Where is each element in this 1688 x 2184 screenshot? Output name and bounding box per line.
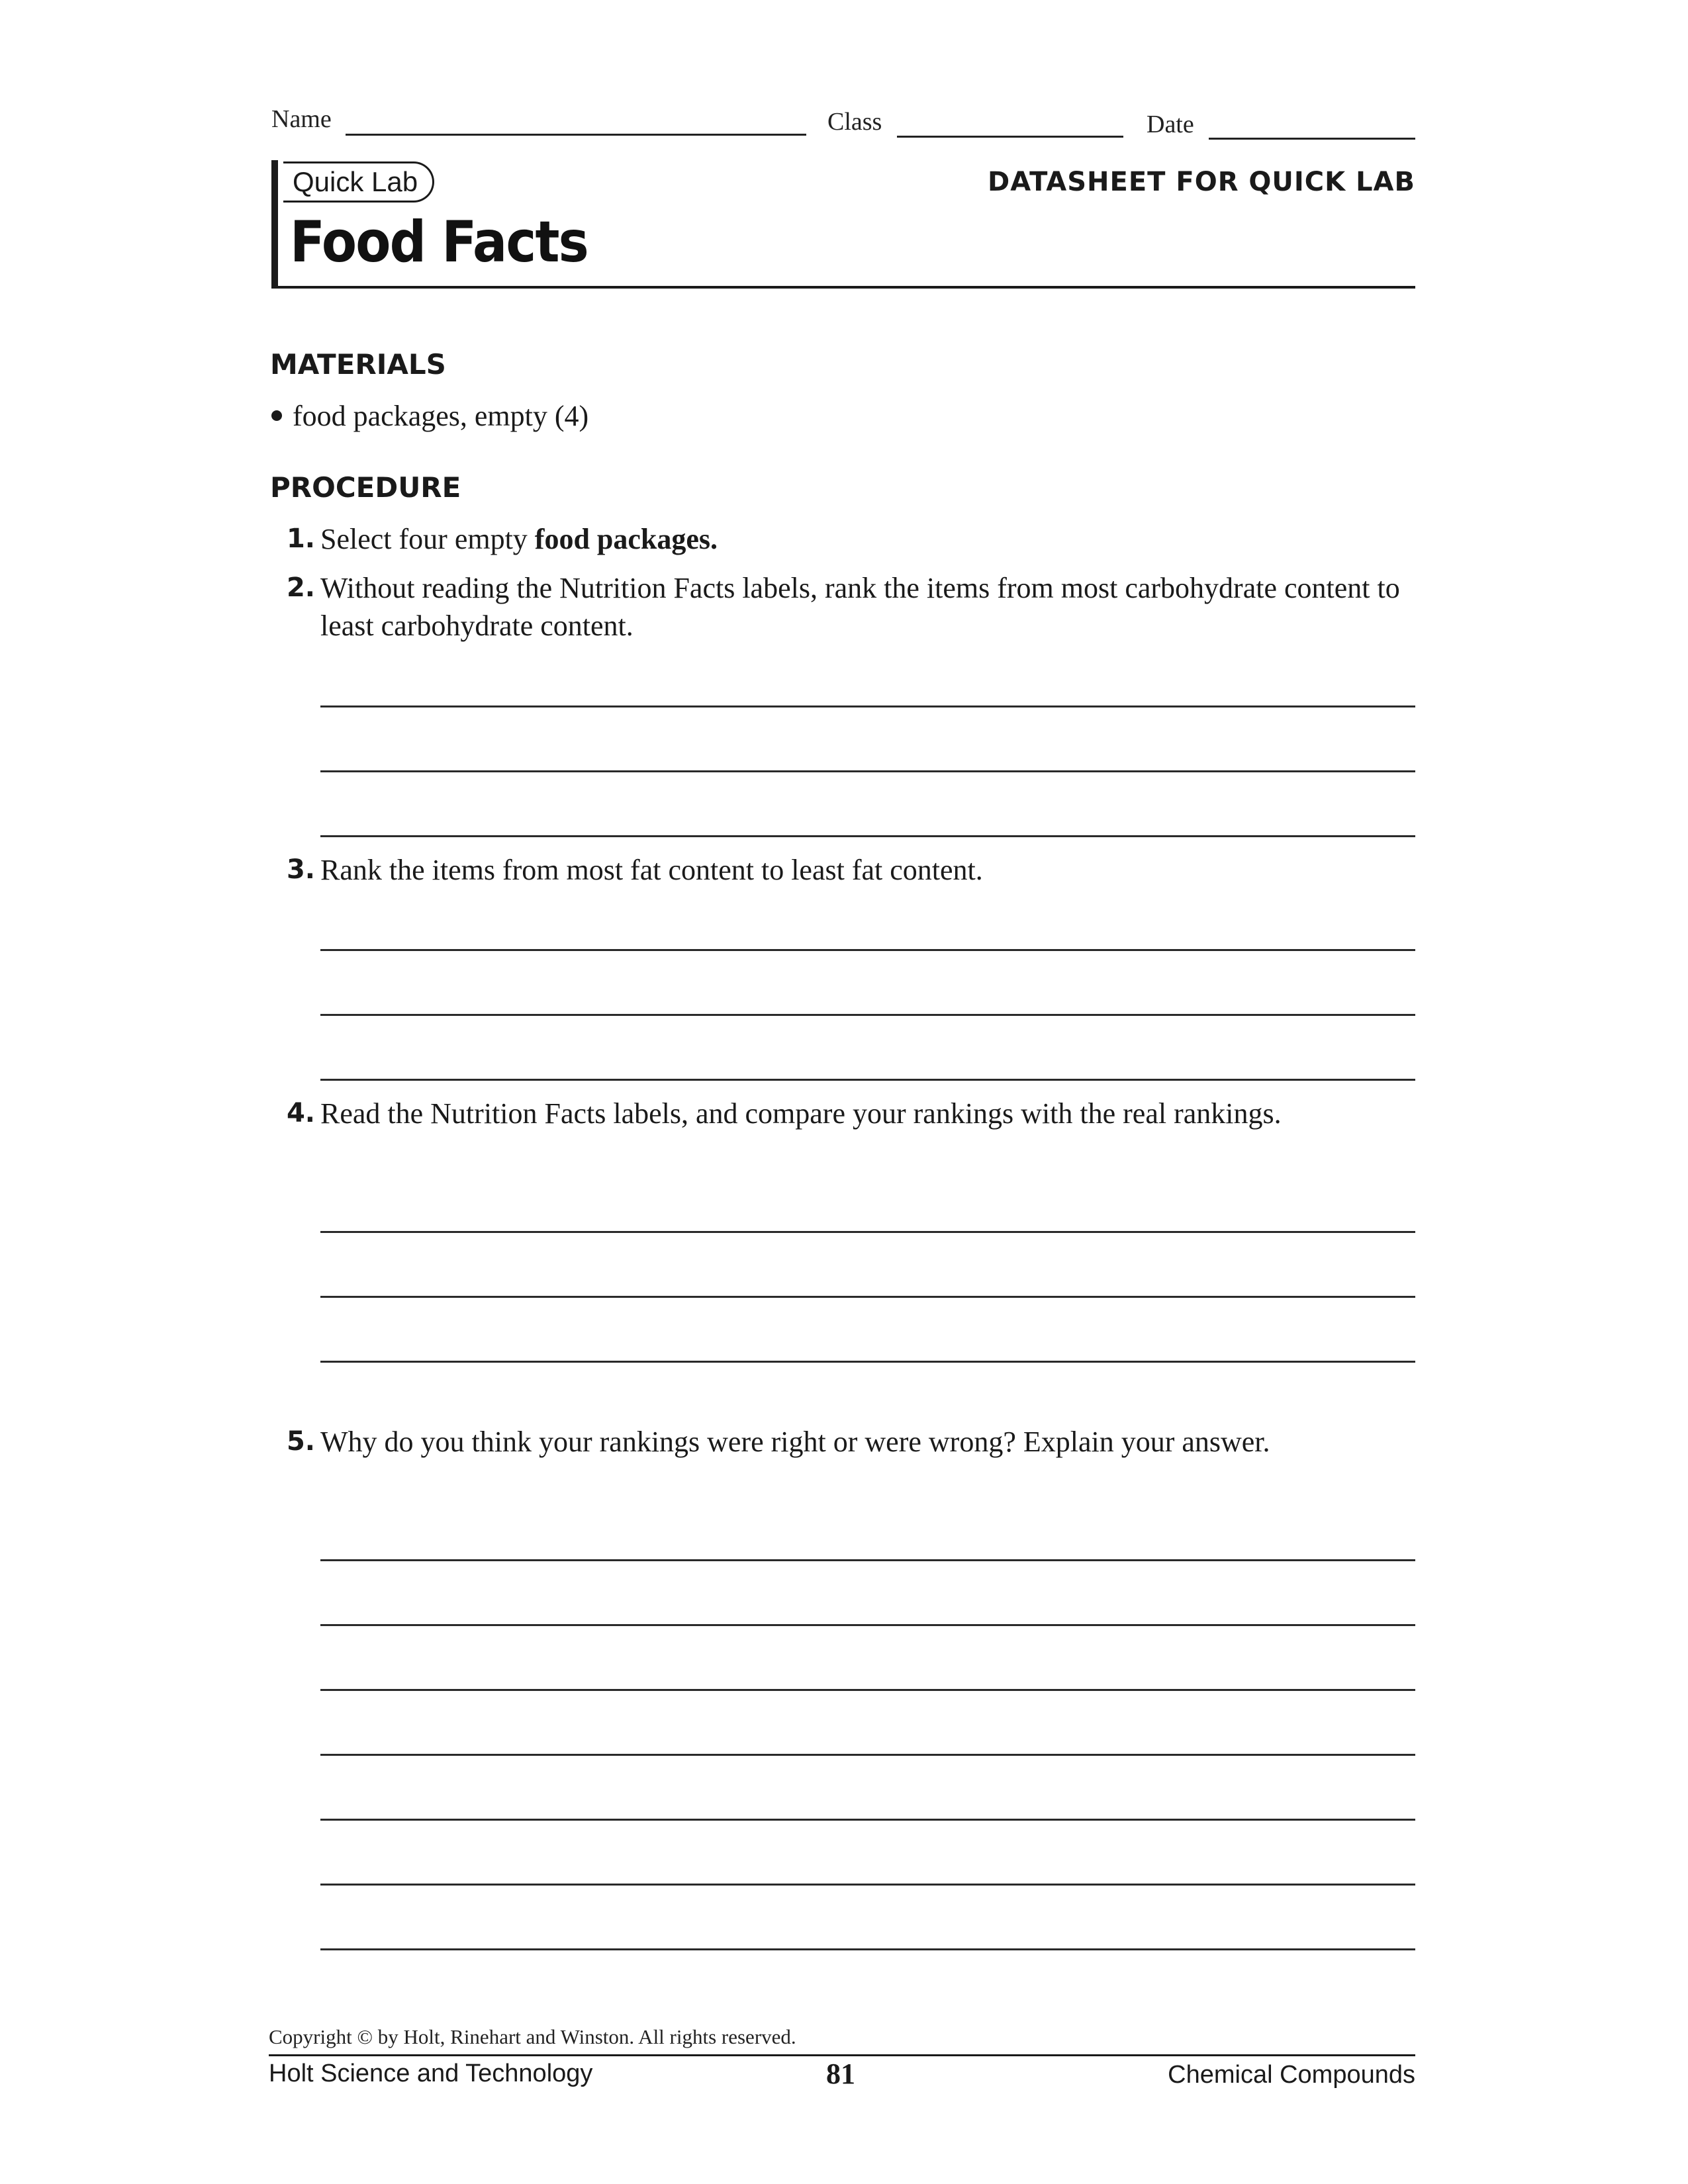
step-bold-term: food packages. [534,523,718,555]
quick-lab-tab: Quick Lab [283,161,434,203]
step-text: Why do you think your rankings were right or were wrong? Explain your answer. [320,1426,1270,1458]
procedure-heading: PROCEDURE [270,471,461,504]
class-label: Class [827,108,882,136]
answer-line-5d[interactable] [320,1754,1415,1756]
answer-line-2a[interactable] [320,705,1415,707]
date-field[interactable] [1209,138,1415,140]
answer-line-5b[interactable] [320,1624,1415,1626]
title-divider [271,286,1415,289]
materials-item-text: food packages, empty (4) [293,400,589,432]
answer-line-3a[interactable] [320,949,1415,951]
step-number: 1. [286,523,315,554]
bullet-icon [271,410,282,421]
step-number: 3. [286,854,315,885]
page-title: Food Facts [290,209,588,275]
materials-heading: MATERIALS [270,348,446,381]
step-number: 2. [286,572,315,603]
name-label: Name [271,105,332,133]
answer-line-3c[interactable] [320,1079,1415,1081]
answer-line-5a[interactable] [320,1559,1415,1561]
answer-line-4b[interactable] [320,1296,1415,1298]
answer-line-2b[interactable] [320,770,1415,772]
footer-publication: Holt Science and Technology [269,2060,593,2087]
answer-line-4a[interactable] [320,1231,1415,1233]
date-label: Date [1147,111,1194,138]
answer-line-5e[interactable] [320,1819,1415,1821]
footer-chapter: Chemical Compounds [1168,2061,1415,2089]
answer-line-5g[interactable] [320,1948,1415,1950]
page-number: 81 [826,2058,855,2090]
answer-line-4c[interactable] [320,1361,1415,1363]
step-text: Rank the items from most fat content to least fat content. [320,854,983,886]
step-number: 4. [286,1098,315,1128]
class-field[interactable] [897,136,1123,138]
step-text: Without reading the Nutrition Facts labels, rank the items from most carbohydrate content to least carbohydrate content. [320,572,1400,642]
step-text: Select four empty food packages. [320,523,718,555]
step-text: Read the Nutrition Facts labels, and compare your rankings with the real rankings. [320,1097,1282,1130]
name-field[interactable] [346,134,806,136]
answer-line-5c[interactable] [320,1689,1415,1691]
materials-item [271,397,588,435]
answer-line-2c[interactable] [320,835,1415,837]
datasheet-label: DATASHEET FOR QUICK LAB [988,167,1415,197]
footer-divider [269,2054,1415,2056]
answer-line-3b[interactable] [320,1014,1415,1016]
answer-line-5f[interactable] [320,1884,1415,1886]
copyright-notice: Copyright © by Holt, Rinehart and Winston. All rights reserved. [269,2025,796,2048]
step-number: 5. [286,1426,315,1457]
title-accent-bar [271,160,278,287]
